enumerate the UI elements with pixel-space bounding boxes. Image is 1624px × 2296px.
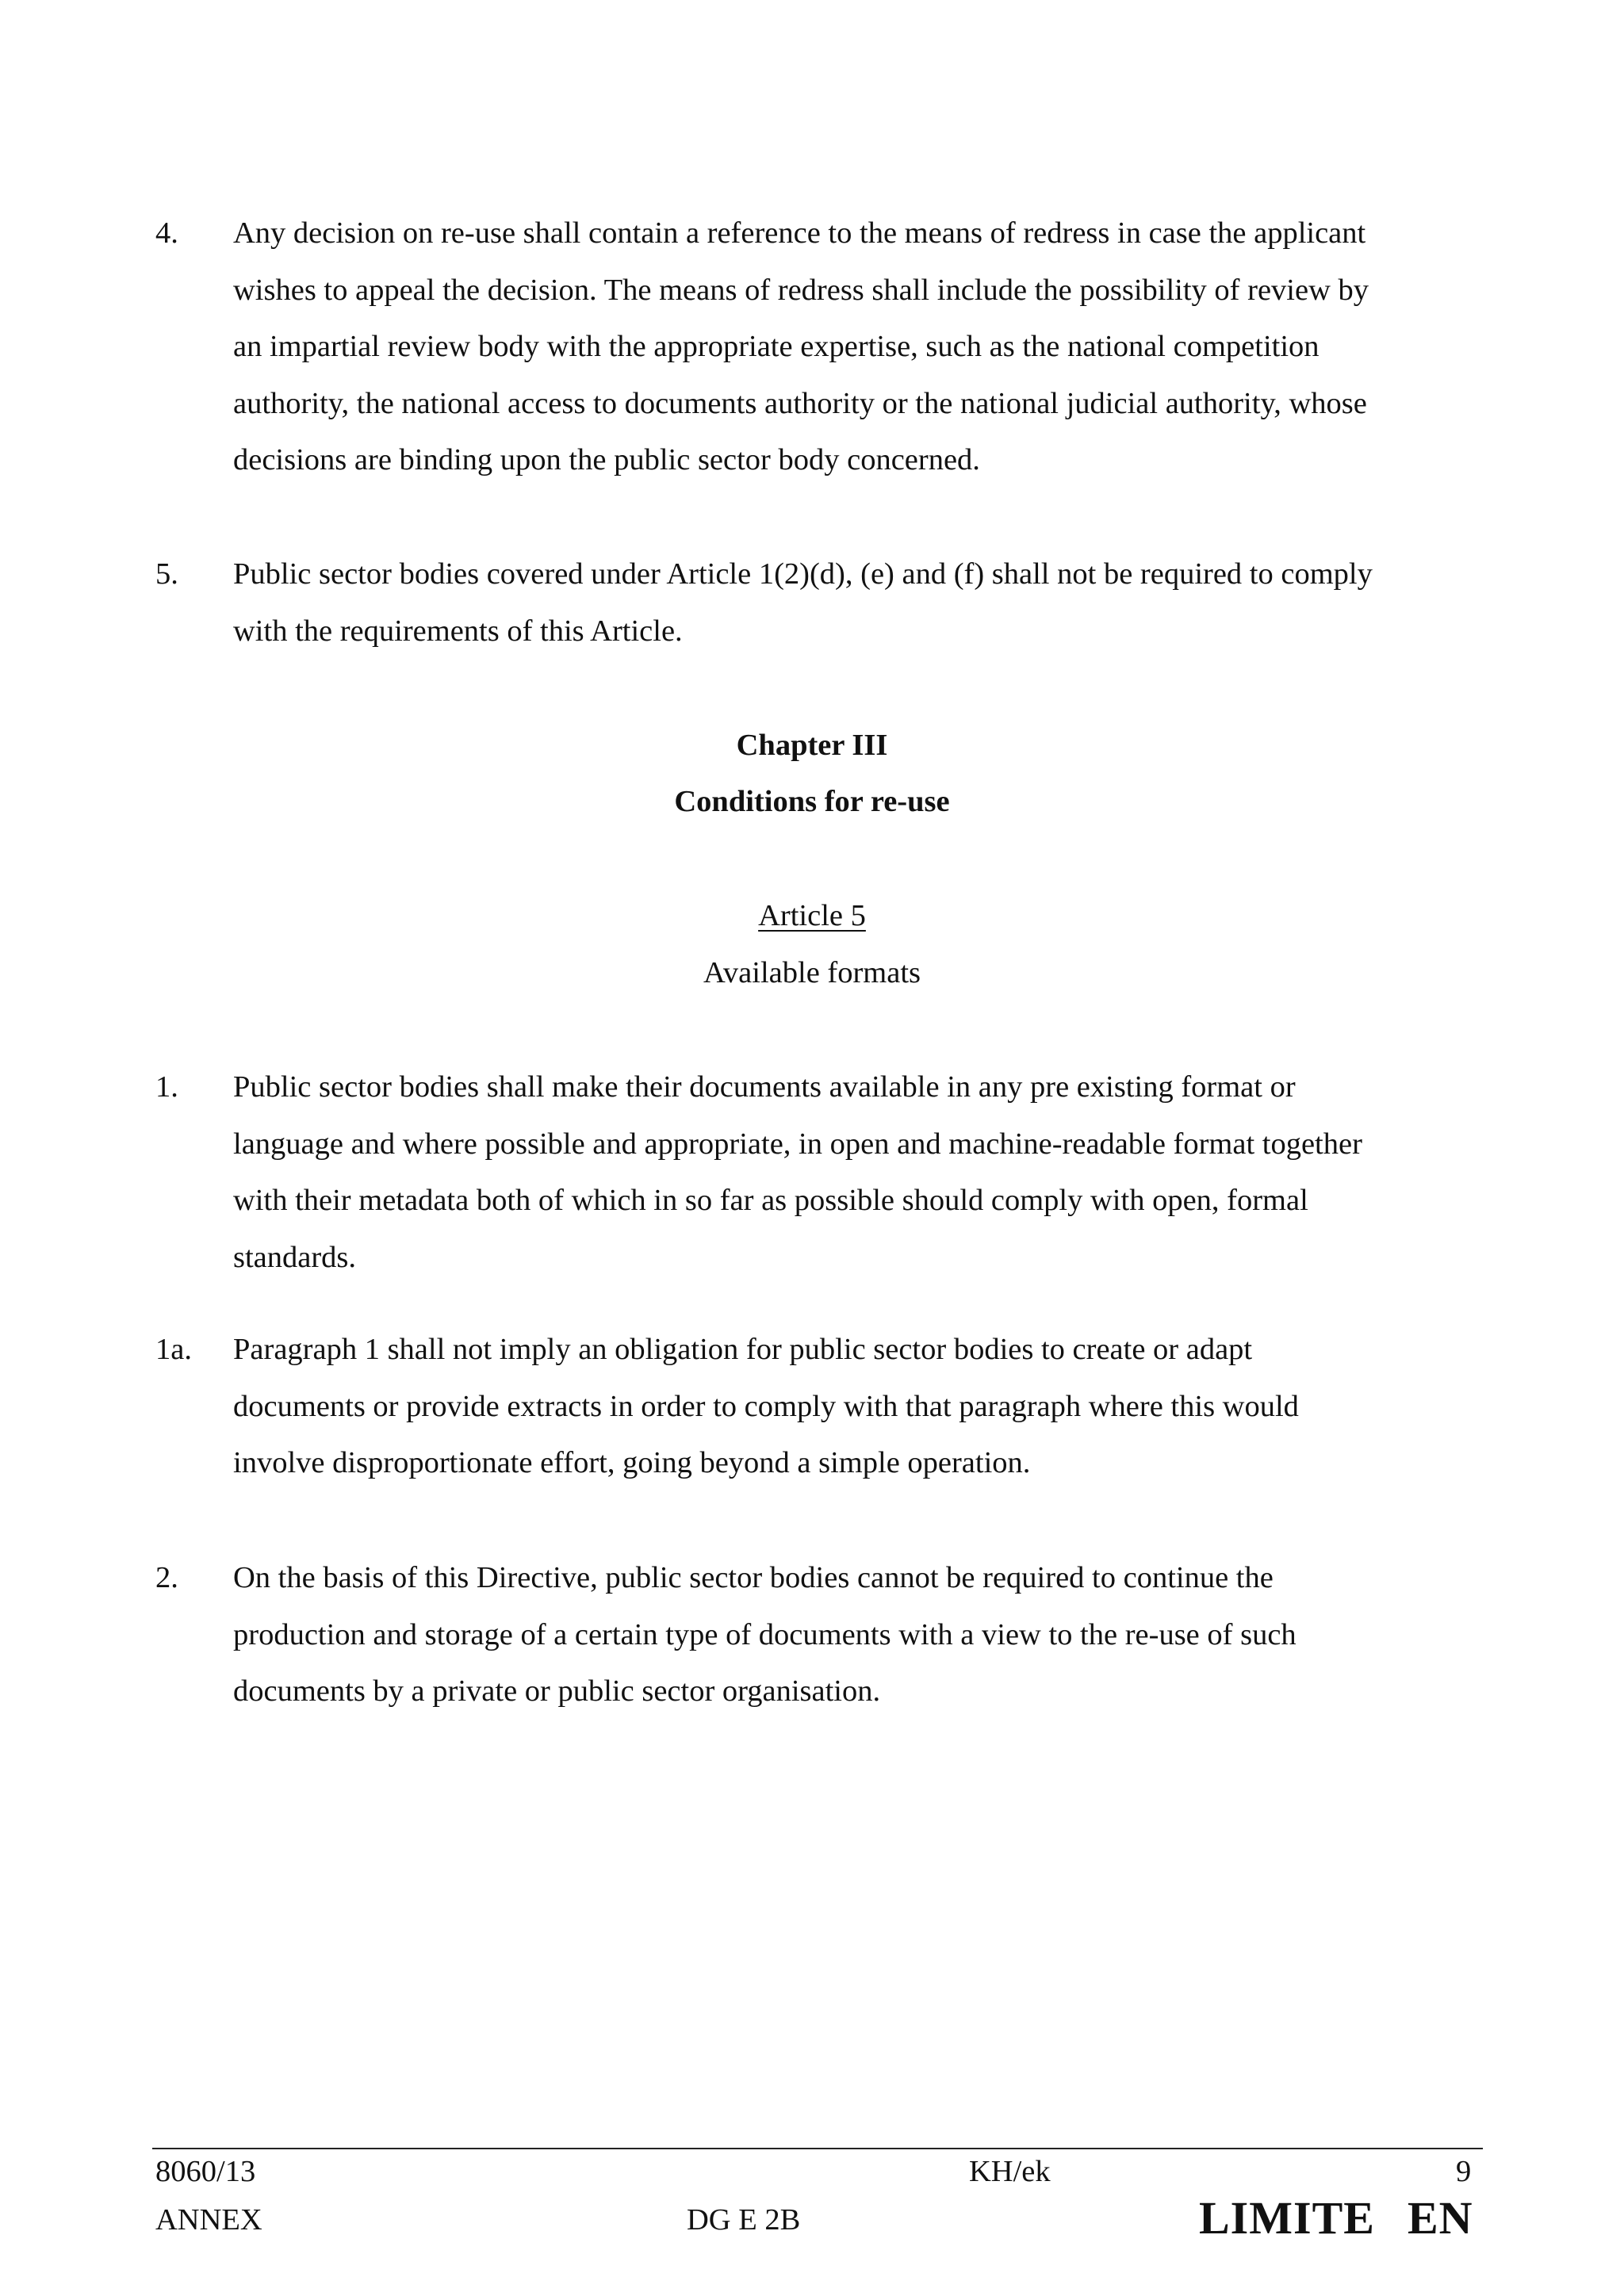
paragraph-line: Any decision on re-use shall contain a reference to the means of redress in case the applicant bbox=[233, 216, 1366, 250]
footer-annex: ANNEX bbox=[155, 2203, 262, 2237]
paragraph-number: 1. bbox=[155, 1070, 178, 1104]
paragraph-line: production and storage of a certain type of documents with a view to the re-use of such bbox=[233, 1617, 1297, 1651]
article-title-row bbox=[0, 888, 1624, 945]
paragraph-line: Paragraph 1 shall not imply an obligation for public sector bodies to create or adapt bbox=[233, 1333, 1253, 1366]
footer-limite-marking: LIMITE bbox=[1199, 2192, 1375, 2244]
article-title: Article 5 bbox=[758, 899, 866, 932]
footer-page-number: 9 bbox=[1456, 2155, 1472, 2188]
paragraph-line: Public sector bodies covered under Article 1(2)(d), (e) and (f) shall not be required to comply bbox=[233, 557, 1373, 591]
paragraph-number: 5. bbox=[155, 557, 178, 591]
paragraph-number: 2. bbox=[155, 1561, 178, 1594]
paragraph-line: wishes to appeal the decision. The means of redress shall include the possibility of review by bbox=[233, 273, 1369, 307]
article-paragraph-1a bbox=[155, 1322, 1503, 1492]
paragraph-line: language and where possible and appropriate, in open and machine-readable format together bbox=[233, 1127, 1362, 1161]
article-subtitle: Available formats bbox=[703, 956, 921, 989]
paragraph-number: 4. bbox=[155, 216, 178, 250]
footer-author: KH/ek bbox=[969, 2155, 1051, 2188]
paragraph-line: authority, the national access to documents authority or the national judicial authority, whose bbox=[233, 386, 1367, 420]
chapter-subtitle: Conditions for re-use bbox=[674, 785, 950, 818]
paragraph-line: documents by a private or public sector organisation. bbox=[233, 1674, 881, 1708]
paragraph-number: 1a. bbox=[155, 1333, 192, 1366]
paragraph-line: an impartial review body with the appropriate expertise, such as the national competition bbox=[233, 330, 1320, 363]
footer-divider bbox=[152, 2148, 1483, 2149]
footer-doc-number: 8060/13 bbox=[155, 2155, 256, 2188]
article-paragraph-2 bbox=[155, 1550, 1503, 1720]
paragraph-line: involve disproportionate effort, going beyond a simple operation. bbox=[233, 1446, 1031, 1479]
paragraph-line: decisions are binding upon the public sector body concerned. bbox=[233, 443, 980, 476]
paragraph-line: with the requirements of this Article. bbox=[233, 614, 683, 648]
paragraph-line: with their metadata both of which in so far as possible should comply with open, formal bbox=[233, 1184, 1308, 1217]
paragraph-5 bbox=[155, 546, 1503, 660]
footer-dg: DG E 2B bbox=[687, 2203, 801, 2237]
paragraph-line: On the basis of this Directive, public sector bodies cannot be required to continue the bbox=[233, 1561, 1274, 1594]
paragraph-4 bbox=[155, 205, 1503, 489]
paragraph-line: documents or provide extracts in order to comply with that paragraph where this would bbox=[233, 1389, 1299, 1423]
article-paragraph-1 bbox=[155, 1059, 1503, 1286]
chapter-title: Chapter III bbox=[736, 729, 888, 762]
paragraph-line: Public sector bodies shall make their documents available in any pre existing format or bbox=[233, 1070, 1296, 1104]
paragraph-line: standards. bbox=[233, 1240, 357, 1274]
footer-language-code: EN bbox=[1408, 2192, 1473, 2244]
